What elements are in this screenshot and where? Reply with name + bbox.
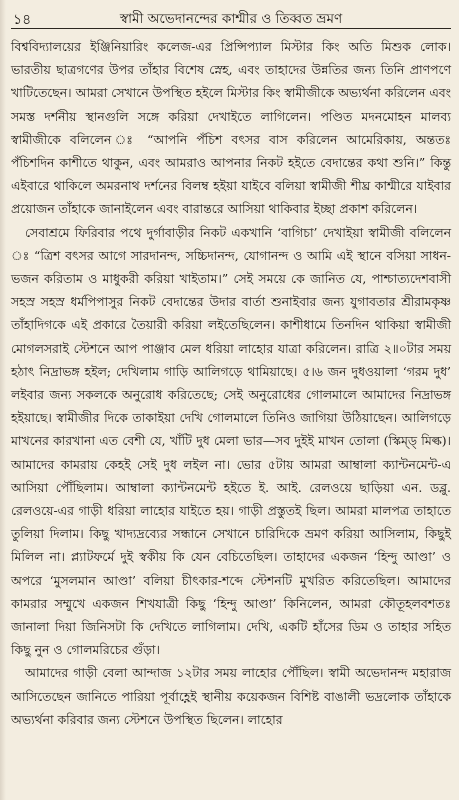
running-head [11,6,451,29]
page-number: ১৪ [13,12,32,28]
body-text [11,35,451,731]
paragraph-sevashram-journey: সেবাশ্রমে ফিরিবার পথে দুর্গাবাড়ীর নিকট একখানি ‘বাগিচা’ দেখাইয়া স্বামীজী বলিলেন ঃ “ত্রিশ বৎসর আগে সারদানন্দ, সচ্চিদানন্দ, যোগানন্দ ও আমি এই স্থানে বসিয়া সাধন-ভজন করিতাম ও মাধুকরী করিয়া খাইতাম।” সেই সময়ে কে জানিত যে, পাশ্চাত্যদেশবাসী সহস্র সহস্র ধর্মপিপাসুর নিকট বেদান্তের উদার বার্তা শুনাইবার জন্য যুগাবতার শ্রীরামকৃষ্ণ তাঁহাদিগকে এই প্রকারে তৈয়ারী করিয়া লইতেছিলেন। কাশীধামে তিনদিন থাকিয়া স্বামীজী মোগলসরাই স্টেশনে আপ পাঞ্জাব মেল ধরিয়া লাহোর যাত্রা করিলেন। রাত্রি ২॥০টার সময় হঠাৎ নিদ্রাভঙ্গ হইল; দেখিলাম গাড়ি আলিগড়ে থামিয়াছে। ৫।৬ জন দুধওয়ালা ‘গরম দুধ’ লইবার জন্য সকলকে অনুরোধ করিতেছে; সেই অনুরোধের গোলমালে আমাদের নিদ্রাভঙ্গ হইয়াছে। স্বামীজীর দিকে তাকাইয়া দেখি গোলমালে তিনিও জাগিয়া উঠিয়াছেন। আলিগড়ে মাখনের কারখানা এত বেশী যে, খাঁটি দুধ মেলা ভার—সব দুইই মাখন তোলা (স্কিম্‌ড্‌ মিল্ক)। আমাদের কামরায় কেহই সেই দুধ লইল না। ভোর ৫টায় আমরা আম্বালা ক্যান্টনমেন্ট-এ আসিয়া পৌঁছিলাম। আম্বালা ক্যান্টনমেন্ট হইতে ই. আই. রেলওয়ে ছাড়িয়া এন. ডব্লু. রেলওয়ে-এর গাড়ী ধরিয়া লাহোর যাইতে হয়। গাড়ী প্রস্তুতই ছিল। আমরা মালপত্র তাহাতে তুলিয়া দিলাম। কিছু খাদ্যদ্রব্যের সন্ধানে সেখানে চারিদিকে ভ্রমণ করিয়া আসিলাম, কিছুই মিলিল না। প্ল্যাটফর্মে দুই স্বকীয় কি যেন বেচিতেছিল। তাহাদের একজন ‘হিন্দু আণ্ডা’ ও অপরে ‘মুসলমান আণ্ডা’ বলিয়া চীৎকার-শব্দে স্টেশনটি মুখরিত করিতেছিল। আমাদের কামরার সম্মুখে একজন শিখযাত্রী কিছু ‘হিন্দু আণ্ডা’ কিনিলেন, আমরা কৌতূহলবশতঃ জানালা দিয়া জিনিসটা কি দেখিতে লাগিলাম। দেখি, একটি হাঁসের ডিম ও তাহার সহিত কিছু নুন ও গোলমরিচের গুঁড়া। [11,224,451,658]
paragraph-arrival-lahore: আমাদের গাড়ী বেলা আন্দাজ ১২টার সময় লাহোর পৌঁছিল। স্বামী অভেদানন্দ মহারাজ আসিতেছেন জানিতে পারিয়া পূর্বাহ্ণেই স্থানীয় কয়েকজন বিশিষ্ট বাঙালী ভদ্রলোক তাঁহাকে অভ্যর্থনা করিবার জন্য স্টেশনে উপস্থিত ছিলেন। লাহোর [11,665,451,727]
running-head-title: স্বামী অভেদানন্দের কাশ্মীর ও তিব্বত ভ্রমণ [119,11,343,27]
paragraph-continuation: বিশ্ববিদ্যালয়ের ইঞ্জিনিয়ারিং কলেজ-এর প্রিন্সিপ্যাল মিস্টার কিং অতি মিশুক লোক। ভারতীয় ছাত্রগণের উপর তাঁহার বিশেষ স্নেহ, এবং তাহাদের উন্নতির জন্য তিনি প্রাণপণে খাটিতেছেন। আমরা সেখানে উপস্থিত হইলে মিস্টার কিং স্বামীজীকে অভ্যর্থনা করিলেন এবং সমস্ত দর্শনীয় স্থানগুলি সঙ্গে করিয়া দেখাইতে লাগিলেন। পণ্ডিত মদনমোহন মালব্য স্বামীজীকে বলিলেন ঃ “আপনি পঁচিশ বৎসর বাস করিলেন আমেরিকায়, অন্ততঃ পঁচিশদিন কাশীতে থাকুন, এবং আমরাও আপনার নিকট হইতে বেদান্তের কথা শুনি।” কিন্তু এইবারে থাকিলে অমরনাথ দর্শনের বিলম্ব হইয়া যাইবে বলিয়া স্বামীজী শীঘ্র কাশ্মীরে যাইবার প্রয়োজন তাঁহাকে জানাইলেন এবং বারান্তরে আসিয়া থাকিবার ইচ্ছা প্রকাশ করিলেন। [11,39,451,217]
